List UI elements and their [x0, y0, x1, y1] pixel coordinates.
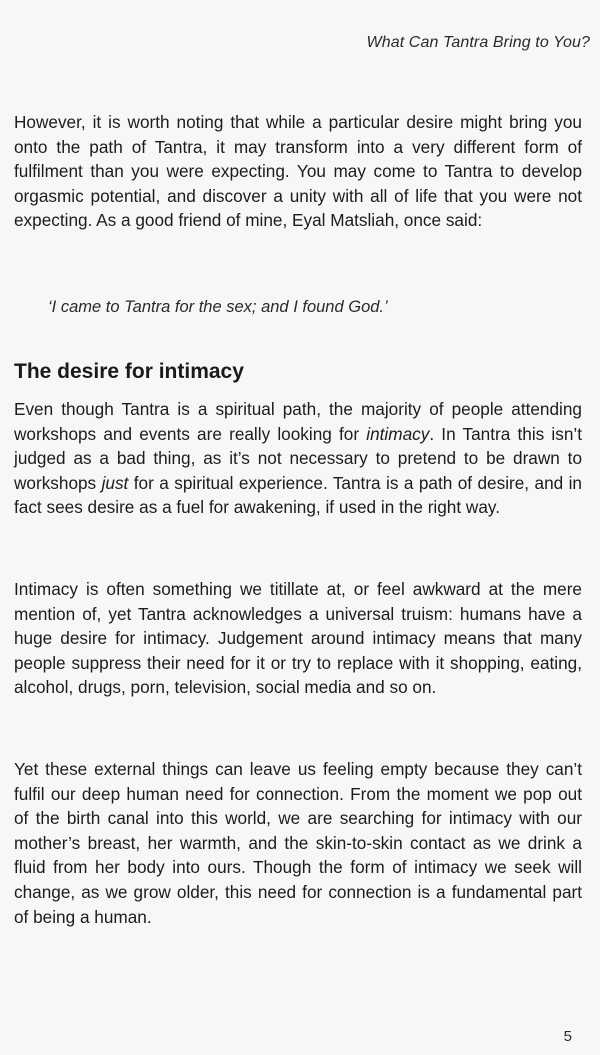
- paragraph-text-segment: . In Tantra this isn’t judged as a bad thing, as it’s not necessary to pretend to be drawn to workshops: [14, 423, 582, 493]
- page-number: 5: [563, 1028, 572, 1045]
- paragraph-intimacy: [14, 397, 582, 520]
- running-header: What Can Tantra Bring to You?: [366, 34, 590, 51]
- paragraph-connection: Yet these external things can leave us feeling empty because they can’t fulfil our deep human need for connection. From the moment we pop out of the birth canal into this world, we are searching for intimacy with our mother’s breast, her warmth, and the skin-to-skin contact as we drink a fluid from her body into ours. Though the form of intimacy we seek will change, as we grow older, this need for connection is a fundamental part of being a human.: [14, 759, 582, 927]
- emphasis-just: just: [101, 472, 129, 493]
- paragraph-truism: Intimacy is often something we titillate at, or feel awkward at the mere mention of, yet Tantra acknowledges a universal truism: humans have a huge desire for intimacy. Judgement around intimacy means that many people suppress their need for it or try to replace with it shopping, eating, alcohol, drugs, porn, television, social media and so on.: [14, 579, 582, 698]
- paragraph-text-segment: for a spiritual experience. Tantra is a path of desire, and in fact sees desire as a fuel for awakening, if used in the right way.: [14, 472, 582, 518]
- emphasis-intimacy: intimacy: [366, 423, 430, 444]
- block-quote: ‘I came to Tantra for the sex; and I found God.’: [48, 298, 388, 316]
- paragraph-text-segment: Even though Tantra is a spiritual path, the majority of people attending workshops and events are really looking for: [14, 399, 582, 444]
- section-heading: The desire for intimacy: [14, 360, 244, 383]
- paragraph-intro: However, it is worth noting that while a particular desire might bring you onto the path of Tantra, it may transform into a very different form of fulfilment than you were expecting. You may come to Tantra to develop orgasmic potential, and discover a unity with all of life that you were not expecting. As a good friend of mine, Eyal Matsliah, once said:: [14, 112, 582, 231]
